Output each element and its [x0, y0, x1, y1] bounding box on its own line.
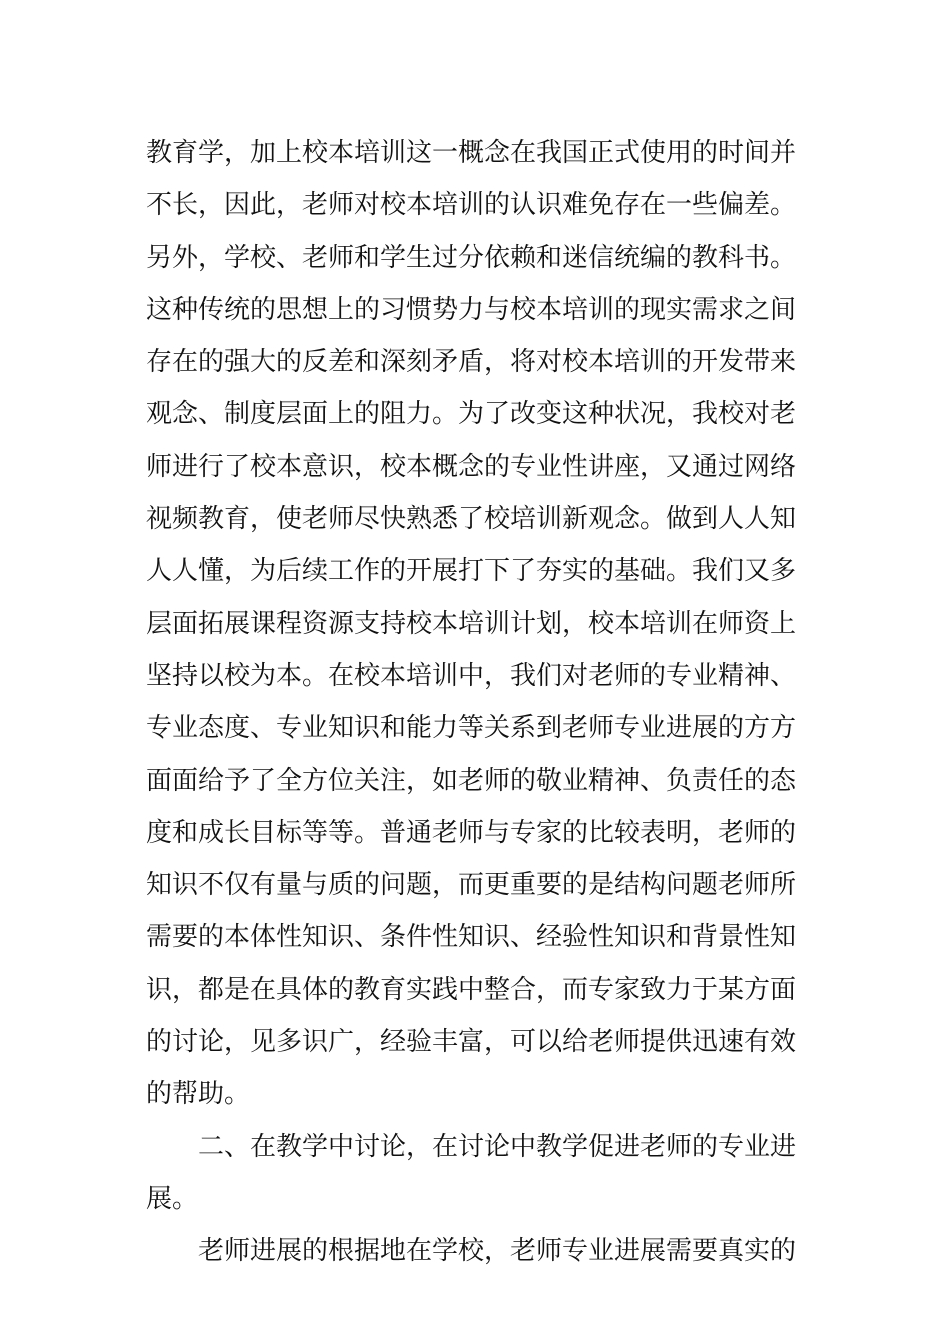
section-heading-line: 展。 — [146, 1183, 199, 1214]
section-heading-line: 二、在教学中讨论，在讨论中教学促进老师的专业进 — [198, 1131, 797, 1162]
text-line: 教育学，加上校本培训这一概念在我国正式使用的时间并 — [146, 138, 797, 168]
text-line: 观念、制度层面上的阻力。为了改变这种状况，我校对老 — [146, 399, 797, 430]
text-line: 人人懂，为后续工作的开展打下了夯实的基础。我们又多 — [146, 556, 797, 587]
text-line: 需要的本体性知识、条件性知识、经验性知识和背景性知 — [146, 922, 797, 953]
text-line: 老师进展的根据地在学校，老师专业进展需要真实的 — [198, 1236, 797, 1267]
body-text — [146, 127, 816, 1278]
text-line: 这种传统的思想上的习惯势力与校本培训的现实需求之间 — [146, 294, 797, 325]
text-line: 视频教育，使老师尽快熟悉了校培训新观念。做到人人知 — [146, 504, 797, 535]
text-line: 面面给予了全方位关注，如老师的敬业精神、负责任的态 — [146, 765, 797, 796]
text-line: 不长，因此，老师对校本培训的认识难免存在一些偏差。 — [146, 190, 797, 221]
text-line: 层面拓展课程资源支持校本培训计划，校本培训在师资上 — [146, 608, 797, 639]
text-line: 专业态度、专业知识和能力等关系到老师专业进展的方方 — [146, 713, 797, 744]
text-line: 的讨论，见多识广，经验丰富，可以给老师提供迅速有效 — [146, 1027, 797, 1058]
text-line: 坚持以校为本。在校本培训中，我们对老师的专业精神、 — [146, 660, 797, 691]
text-line: 师进行了校本意识，校本概念的专业性讲座，又通过网络 — [146, 451, 797, 482]
text-line: 另外，学校、老师和学生过分依赖和迷信统编的教科书。 — [146, 242, 797, 273]
text-line: 知识不仅有量与质的问题，而更重要的是结构问题老师所 — [146, 870, 797, 901]
text-line: 识，都是在具体的教育实践中整合，而专家致力于某方面 — [146, 974, 797, 1005]
text-line: 存在的强大的反差和深刻矛盾，将对校本培训的开发带来 — [146, 347, 797, 378]
text-line: 的帮助。 — [146, 1079, 251, 1110]
text-line: 度和成长目标等等。普通老师与专家的比较表明，老师的 — [146, 817, 797, 848]
